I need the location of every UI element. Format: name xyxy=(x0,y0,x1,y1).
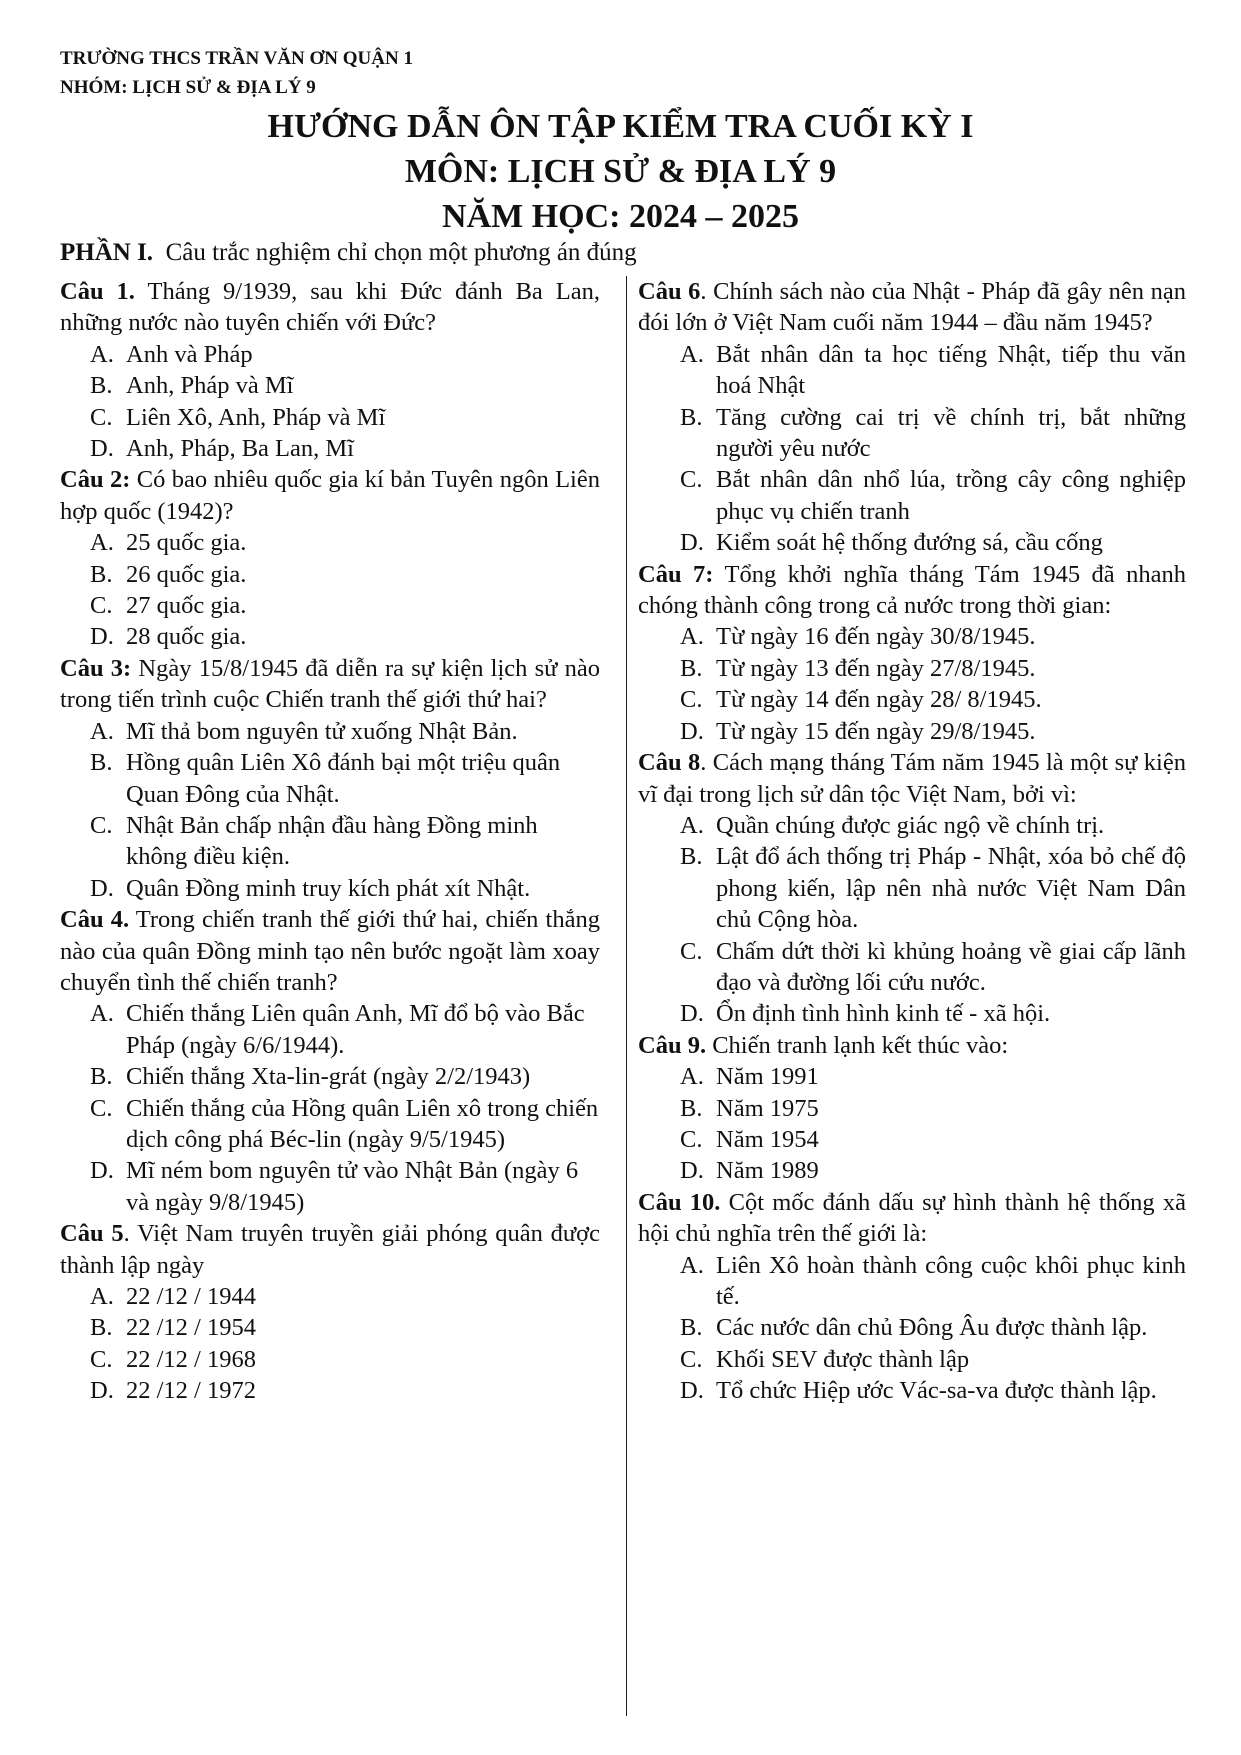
question-text: Trong chiến tranh thế giới thứ hai, chiến thắng nào của quân Đồng minh tạo nên bước ngoặt làm xoay chuyển tình thế chiến tranh? xyxy=(60,906,600,996)
option-text: Khối SEV được thành lập xyxy=(716,1345,970,1373)
document-titles xyxy=(0,104,1241,239)
option-letter: B. xyxy=(90,1063,113,1091)
question-6 xyxy=(638,276,1186,339)
option-letter: A. xyxy=(680,340,704,368)
option xyxy=(60,998,600,1061)
option-text: Bắt nhân dân nhổ lúa, trồng cây công nghiệp phục vụ chiến tranh xyxy=(716,466,1186,525)
column-divider xyxy=(626,276,627,1716)
option-letter: D. xyxy=(680,529,704,557)
question-text: Tháng 9/1939, sau khi Đức đánh Ba Lan, những nước nào tuyên chiến với Đức? xyxy=(60,278,601,337)
option xyxy=(60,370,600,401)
option xyxy=(60,873,600,904)
option xyxy=(638,1061,1186,1092)
option-text: Tổ chức Hiệp ước Vác-sa-va được thành lập. xyxy=(716,1377,1157,1405)
option-text: Mĩ ném bom nguyên tử vào Nhật Bản (ngày 6 và ngày 9/8/1945) xyxy=(126,1157,579,1216)
option xyxy=(60,590,600,621)
option-text: Các nước dân chủ Đông Âu được thành lập. xyxy=(716,1314,1148,1342)
option-letter: D. xyxy=(90,1157,114,1185)
question-text: Chiến tranh lạnh kết thúc vào: xyxy=(712,1031,1009,1059)
school-year-title: NĂM HỌC: 2024 – 2025 xyxy=(442,198,799,235)
option-text: Năm 1954 xyxy=(716,1125,819,1153)
option xyxy=(60,1375,600,1406)
option-text: Chiến thắng của Hồng quân Liên xô trong chiến dịch công phá Béc-lin (ngày 9/5/1945) xyxy=(126,1094,599,1153)
option xyxy=(60,747,600,810)
option xyxy=(60,559,600,590)
option-text: 28 quốc gia. xyxy=(126,623,247,651)
part-heading xyxy=(60,238,637,268)
option-letter: A. xyxy=(680,811,704,839)
option xyxy=(638,998,1186,1029)
option xyxy=(638,402,1186,465)
school-header xyxy=(60,44,413,102)
option-letter: D. xyxy=(90,1377,114,1405)
option-text: 22 /12 / 1972 xyxy=(126,1377,256,1405)
option-letter: C. xyxy=(680,937,703,965)
question-text: Cột mốc đánh dấu sự hình thành hệ thống xã hội chủ nghĩa trên thế giới là: xyxy=(638,1188,1187,1248)
option-text: Mĩ thả bom nguyên tử xuống Nhật Bản. xyxy=(126,717,518,745)
option-letter: C. xyxy=(680,686,703,714)
option xyxy=(60,433,600,464)
option-text: Năm 1989 xyxy=(716,1157,819,1185)
option-text: Anh và Pháp xyxy=(126,340,253,368)
option xyxy=(638,653,1186,684)
option xyxy=(638,684,1186,715)
option-letter: B. xyxy=(680,843,703,871)
option xyxy=(60,1312,600,1343)
option-letter: B. xyxy=(90,560,113,588)
part-instruction: Câu trắc nghiệm chỉ chọn một phương án đúng xyxy=(165,239,637,266)
option-text: Chiến thắng Liên quân Anh, Mĩ đổ bộ vào Bắc Pháp (ngày 6/6/1944). xyxy=(126,1000,585,1059)
option-text: Lật đổ ách thống trị Pháp - Nhật, xóa bỏ chế độ phong kiến, lập nên nhà nước Việt Nam Dân chủ Cộng hòa. xyxy=(716,843,1186,934)
question-number: Câu 6 xyxy=(638,278,701,305)
option xyxy=(638,841,1186,935)
option-text: 26 quốc gia. xyxy=(126,560,247,588)
option xyxy=(638,464,1186,527)
part-label: PHẦN I. xyxy=(60,239,154,266)
option xyxy=(60,1281,600,1312)
question-text: . Cách mạng tháng Tám năm 1945 là một sự kiện vĩ đại trong lịch sử dân tộc Việt Nam, bởi vì: xyxy=(638,749,1186,808)
option xyxy=(638,1312,1186,1343)
option-text: Bắt nhân dân ta học tiếng Nhật, tiếp thu văn hoá Nhật xyxy=(716,340,1186,400)
option-letter: D. xyxy=(90,623,114,651)
school-name: TRƯỜNG THCS TRẦN VĂN ƠN QUẬN 1 xyxy=(60,48,413,69)
option xyxy=(60,1061,600,1092)
option xyxy=(60,339,600,370)
option-letter: D. xyxy=(680,1000,704,1028)
option-letter: A. xyxy=(680,1251,704,1279)
option-letter: B. xyxy=(90,372,113,400)
option-text: Quần chúng được giác ngộ về chính trị. xyxy=(716,811,1105,839)
question-number: Câu 8 xyxy=(638,749,701,777)
option xyxy=(638,936,1186,999)
option-letter: A. xyxy=(680,623,704,651)
option-letter: A. xyxy=(680,1063,704,1091)
question-8 xyxy=(638,747,1186,810)
option-text: Từ ngày 13 đến ngày 27/8/1945. xyxy=(716,654,1036,682)
option-letter: A. xyxy=(90,529,114,557)
option xyxy=(60,1155,600,1218)
main-title: HƯỚNG DẪN ÔN TẬP KIỂM TRA CUỐI KỲ I xyxy=(267,108,974,145)
option-letter: D. xyxy=(680,1157,704,1185)
option-text: Kiểm soát hệ thống đướng sá, cầu cống xyxy=(716,529,1103,557)
option-letter: A. xyxy=(90,717,114,745)
option-letter: A. xyxy=(90,340,114,368)
option-letter: C. xyxy=(90,592,113,620)
option-text: Liên Xô hoàn thành công cuộc khôi phục kinh tế. xyxy=(716,1251,1186,1310)
option xyxy=(638,1155,1186,1186)
option xyxy=(60,1093,600,1156)
option xyxy=(638,1250,1186,1313)
option-letter: C. xyxy=(90,1345,113,1373)
option xyxy=(638,1124,1186,1155)
option xyxy=(638,1344,1186,1375)
option-letter: B. xyxy=(680,654,703,682)
option-letter: D. xyxy=(90,874,114,902)
option-letter: C. xyxy=(680,466,703,494)
question-number: Câu 10. xyxy=(638,1188,721,1216)
option-letter: B. xyxy=(90,1314,113,1342)
option xyxy=(638,1375,1186,1406)
right-column xyxy=(638,276,1186,1407)
question-3 xyxy=(60,653,600,716)
option-letter: A. xyxy=(90,1283,114,1310)
option xyxy=(638,1093,1186,1124)
option-text: Từ ngày 14 đến ngày 28/ 8/1945. xyxy=(716,686,1042,714)
option-text: 22 /12 / 1968 xyxy=(126,1345,256,1373)
option-letter: C. xyxy=(90,403,113,431)
option-text: 27 quốc gia. xyxy=(126,592,247,620)
question-number: Câu 2: xyxy=(60,466,131,494)
question-text: Ngày 15/8/1945 đã diễn ra sự kiện lịch sử nào trong tiến trình cuộc Chiến tranh thế giới thứ hai? xyxy=(60,654,601,714)
option xyxy=(638,621,1186,652)
question-text: Tổng khởi nghĩa tháng Tám 1945 đã nhanh chóng thành công trong cả nước trong thời gian: xyxy=(638,560,1187,620)
group-name: NHÓM: LỊCH SỬ & ĐỊA LÝ 9 xyxy=(60,77,316,98)
option-text: Hồng quân Liên Xô đánh bại một triệu quân Quan Đông của Nhật. xyxy=(126,749,561,808)
question-10 xyxy=(638,1187,1186,1250)
option-letter: D. xyxy=(680,1377,704,1405)
option-text: 22 /12 / 1944 xyxy=(126,1283,256,1310)
option-letter: B. xyxy=(680,403,703,431)
option-letter: C. xyxy=(680,1125,703,1153)
option-letter: A. xyxy=(90,1000,114,1028)
question-number: Câu 7: xyxy=(638,560,714,588)
question-text: . Việt Nam truyên truyền giải phóng quân được thành lập ngày xyxy=(60,1220,600,1279)
subject-title: MÔN: LỊCH SỬ & ĐỊA LÝ 9 xyxy=(404,153,837,190)
option xyxy=(60,1344,600,1375)
option-letter: D. xyxy=(90,435,114,463)
question-text: . Chính sách nào của Nhật - Pháp đã gây nên nạn đói lớn ở Việt Nam cuối năm 1944 – đầu năm 1945? xyxy=(638,278,1186,337)
option-text: 22 /12 / 1954 xyxy=(126,1314,256,1342)
question-number: Câu 4. xyxy=(60,906,130,934)
question-2 xyxy=(60,464,600,527)
option-text: Liên Xô, Anh, Pháp và Mĩ xyxy=(126,403,386,431)
option xyxy=(60,810,600,873)
option-text: Ổn định tình hình kinh tế - xã hội. xyxy=(716,1000,1051,1028)
option xyxy=(60,621,600,652)
question-number: Câu 5 xyxy=(60,1220,124,1248)
question-5 xyxy=(60,1218,600,1281)
option-text: Tăng cường cai trị về chính trị, bắt những người yêu nước xyxy=(716,403,1186,463)
question-number: Câu 9. xyxy=(638,1031,707,1059)
option-letter: B. xyxy=(680,1314,703,1342)
option-letter: D. xyxy=(680,717,704,745)
option-letter: C. xyxy=(90,1094,113,1122)
question-number: Câu 3: xyxy=(60,654,132,682)
question-1 xyxy=(60,276,600,339)
option-text: Từ ngày 15 đến ngày 29/8/1945. xyxy=(716,717,1036,745)
option xyxy=(638,716,1186,747)
left-column xyxy=(60,276,600,1407)
question-9 xyxy=(638,1030,1186,1061)
option-text: Quân Đồng minh truy kích phát xít Nhật. xyxy=(126,874,531,902)
option-letter: B. xyxy=(680,1094,703,1122)
option xyxy=(60,402,600,433)
option-text: Nhật Bản chấp nhận đầu hàng Đồng minh không điều kiện. xyxy=(126,811,538,871)
option-letter: C. xyxy=(90,811,113,839)
option xyxy=(60,527,600,558)
question-number: Câu 1. xyxy=(60,278,135,305)
option xyxy=(638,527,1186,558)
option-text: Anh, Pháp và Mĩ xyxy=(126,372,294,400)
option-text: Chấm dứt thời kì khủng hoảng về giai cấp lãnh đạo và đường lối cứu nước. xyxy=(716,937,1186,996)
option-text: Năm 1991 xyxy=(716,1063,819,1091)
option xyxy=(638,810,1186,841)
question-text: Có bao nhiêu quốc gia kí bản Tuyên ngôn Liên hợp quốc (1942)? xyxy=(60,466,600,525)
option xyxy=(638,339,1186,402)
option-text: Chiến thắng Xta-lin-grát (ngày 2/2/1943) xyxy=(126,1063,531,1091)
question-7 xyxy=(638,559,1186,622)
option-text: Năm 1975 xyxy=(716,1094,819,1122)
question-4 xyxy=(60,904,600,998)
option-text: 25 quốc gia. xyxy=(126,529,247,557)
option-text: Anh, Pháp, Ba Lan, Mĩ xyxy=(126,435,354,463)
option-letter: B. xyxy=(90,749,113,777)
option-letter: C. xyxy=(680,1345,703,1373)
option xyxy=(60,716,600,747)
option-text: Từ ngày 16 đến ngày 30/8/1945. xyxy=(716,623,1036,651)
